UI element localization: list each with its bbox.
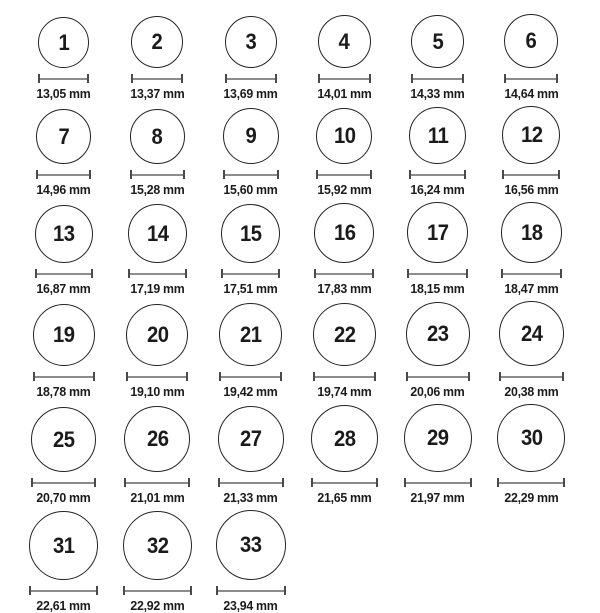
measure-bar [503, 273, 560, 275]
ring-size-item [485, 202, 579, 296]
ring-size-number: 31 [52, 532, 75, 558]
diameter-label: 20,70 mm [36, 490, 91, 505]
diameter-label: 15,60 mm [223, 182, 278, 197]
ring-circle [223, 108, 279, 164]
diameter-label: 16,87 mm [36, 281, 91, 296]
ring-circle [411, 15, 464, 68]
ring-size-number: 28 [333, 425, 356, 451]
ring-size-number: 4 [338, 28, 350, 54]
diameter-label: 22,92 mm [130, 598, 185, 613]
measure-line [219, 372, 282, 381]
measure-line [501, 269, 562, 278]
ring-size-number: 13 [52, 221, 75, 246]
measure-bar [406, 482, 470, 484]
ring-row-3 [17, 202, 600, 296]
ring-size-item [298, 108, 392, 197]
ring-row-1 [17, 14, 600, 101]
ring-circle [128, 204, 187, 263]
ring-circle [314, 203, 374, 263]
ring-size-item [111, 511, 205, 613]
measure-bar [227, 78, 275, 80]
measure-line [123, 586, 192, 595]
measure-line [407, 269, 468, 278]
diameter-label: 21,33 mm [223, 490, 278, 505]
ring-size-number: 30 [520, 425, 543, 450]
ring-size-item [485, 301, 579, 399]
measure-line [497, 478, 565, 487]
diameter-label: 22,29 mm [504, 490, 559, 505]
ring-size-item [391, 302, 485, 399]
diameter-label: 19,42 mm [223, 384, 278, 399]
ring-size-number: 9 [245, 123, 257, 148]
ring-size-item [17, 17, 111, 101]
ring-size-number: 24 [520, 320, 543, 346]
diameter-label: 13,37 mm [130, 86, 185, 101]
ring-size-item [17, 407, 111, 505]
ring-size-item [298, 405, 392, 505]
ring-size-item [485, 106, 579, 197]
ring-circle [218, 406, 284, 472]
measure-bar [31, 590, 96, 592]
ring-circle [38, 17, 89, 68]
measure-bar [225, 174, 277, 176]
measure-bar [318, 174, 370, 176]
ring-size-number: 32 [146, 532, 169, 558]
measure-bar [313, 482, 376, 484]
measure-line [216, 586, 286, 595]
measure-bar [133, 78, 181, 80]
ring-size-item [17, 511, 111, 613]
ring-size-item [111, 406, 205, 505]
measure-bar [128, 376, 186, 378]
diameter-label: 15,28 mm [130, 182, 185, 197]
ring-size-item [298, 203, 392, 296]
measure-bar [316, 273, 372, 275]
ring-circle [497, 404, 565, 472]
ring-size-number: 8 [151, 123, 163, 149]
ring-circle [225, 16, 277, 68]
ring-size-number: 7 [58, 123, 70, 149]
measure-bar [315, 376, 374, 378]
ring-size-item [111, 304, 205, 399]
ring-size-item [391, 107, 485, 197]
ring-size-number: 23 [426, 321, 449, 346]
ring-size-number: 26 [146, 426, 169, 451]
ring-size-item [298, 15, 392, 101]
diameter-label: 19,10 mm [130, 384, 185, 399]
diameter-label: 13,69 mm [223, 86, 278, 101]
ring-size-number: 12 [520, 122, 543, 147]
diameter-label: 16,24 mm [410, 182, 465, 197]
measure-bar [223, 273, 278, 275]
ring-row-2 [17, 106, 600, 197]
measure-line [128, 269, 187, 278]
diameter-label: 18,47 mm [504, 281, 559, 296]
measure-line [311, 478, 378, 487]
ring-circle [313, 303, 376, 366]
measure-bar [413, 78, 462, 80]
ring-size-item [204, 16, 298, 101]
ring-size-item [204, 406, 298, 505]
diameter-label: 14,33 mm [410, 86, 465, 101]
ring-size-number: 16 [333, 220, 356, 245]
diameter-label: 21,65 mm [317, 490, 372, 505]
ring-circle [406, 302, 470, 366]
diameter-label: 14,01 mm [317, 86, 372, 101]
measure-bar [132, 174, 183, 176]
measure-line [221, 269, 280, 278]
measure-bar [220, 482, 282, 484]
ring-size-number: 14 [146, 220, 169, 246]
measure-line [404, 478, 472, 487]
ring-size-number: 1 [58, 29, 70, 55]
ring-size-number: 18 [520, 219, 543, 245]
ring-circle [316, 108, 372, 164]
measure-line [130, 170, 185, 179]
diameter-label: 20,06 mm [410, 384, 465, 399]
measure-line [35, 269, 93, 278]
diameter-label: 17,19 mm [130, 281, 185, 296]
diameter-label: 19,74 mm [317, 384, 372, 399]
ring-size-number: 6 [525, 28, 537, 53]
ring-size-number: 22 [333, 321, 356, 347]
measure-line [31, 478, 96, 487]
ring-size-number: 21 [239, 321, 262, 347]
ring-size-item [17, 109, 111, 197]
measure-bar [35, 376, 93, 378]
diameter-label: 16,56 mm [504, 182, 559, 197]
diameter-label: 18,15 mm [410, 281, 465, 296]
measure-line [406, 372, 470, 381]
measure-bar [40, 78, 87, 80]
measure-line [218, 478, 284, 487]
measure-bar [37, 273, 91, 275]
ring-size-item [204, 303, 298, 399]
measure-bar [499, 482, 563, 484]
measure-bar [126, 482, 188, 484]
ring-circle [216, 510, 286, 580]
ring-circle [501, 202, 562, 263]
measure-line [316, 170, 372, 179]
ring-size-number: 15 [239, 220, 262, 246]
measure-bar [221, 376, 280, 378]
ring-size-item [17, 205, 111, 296]
measure-line [502, 170, 560, 179]
ring-size-item [204, 510, 298, 613]
measure-bar [320, 78, 369, 80]
diameter-label: 13,05 mm [36, 86, 91, 101]
ring-size-number: 2 [151, 29, 163, 54]
diameter-label: 23,94 mm [223, 598, 278, 613]
ring-circle [123, 511, 192, 580]
ring-size-number: 11 [427, 122, 448, 148]
diameter-label: 15,92 mm [317, 182, 372, 197]
ring-circle [404, 404, 472, 472]
measure-bar [504, 174, 558, 176]
ring-size-item [204, 204, 298, 296]
ring-circle [33, 304, 95, 366]
ring-circle [504, 14, 558, 68]
ring-size-number: 10 [333, 123, 356, 148]
measure-bar [125, 590, 190, 592]
measure-line [33, 372, 95, 381]
diameter-label: 14,96 mm [36, 182, 91, 197]
ring-circle [318, 15, 371, 68]
measure-bar [506, 78, 556, 80]
ring-circle [31, 407, 96, 472]
measure-bar [218, 590, 284, 592]
ring-circle [219, 303, 282, 366]
ring-size-number: 33 [239, 532, 262, 557]
measure-bar [38, 174, 89, 176]
ring-size-item [111, 109, 205, 197]
diameter-label: 21,01 mm [130, 490, 185, 505]
diameter-label: 17,51 mm [223, 281, 278, 296]
measure-line [314, 269, 374, 278]
measure-line [409, 170, 466, 179]
measure-line [38, 74, 89, 83]
ring-size-item [391, 15, 485, 101]
ring-size-item [298, 303, 392, 399]
ring-circle [130, 109, 185, 164]
measure-bar [409, 273, 466, 275]
measure-bar [33, 482, 94, 484]
ring-circle [221, 204, 280, 263]
ring-circle [35, 205, 93, 263]
ring-row-6 [17, 510, 600, 613]
measure-line [126, 372, 188, 381]
diameter-label: 14,64 mm [504, 86, 559, 101]
ring-row-5 [17, 404, 600, 505]
ring-circle [311, 405, 378, 472]
measure-line [225, 74, 277, 83]
ring-size-item [485, 404, 579, 505]
measure-line [318, 74, 371, 83]
ring-circle [36, 109, 91, 164]
ring-row-4 [17, 301, 600, 399]
ring-size-item [111, 204, 205, 296]
measure-line [131, 74, 183, 83]
ring-circle [126, 304, 188, 366]
measure-bar [501, 376, 562, 378]
measure-line [504, 74, 558, 83]
ring-size-number: 5 [432, 28, 444, 54]
ring-size-number: 20 [146, 322, 169, 347]
ring-size-number: 27 [239, 426, 262, 451]
measure-bar [411, 174, 464, 176]
diameter-label: 22,61 mm [36, 598, 91, 613]
measure-line [313, 372, 376, 381]
measure-line [411, 74, 464, 83]
diameter-label: 18,78 mm [36, 384, 91, 399]
diameter-label: 21,97 mm [410, 490, 465, 505]
ring-size-number: 3 [245, 29, 257, 54]
measure-bar [408, 376, 468, 378]
ring-size-item [391, 202, 485, 296]
ring-circle [502, 106, 560, 164]
measure-line [29, 586, 98, 595]
diameter-label: 17,83 mm [317, 281, 372, 296]
ring-size-number: 29 [426, 425, 449, 450]
ring-circle [29, 511, 98, 580]
diameter-label: 20,38 mm [504, 384, 559, 399]
ring-size-number: 25 [52, 426, 75, 452]
ring-size-item [391, 404, 485, 505]
ring-circle [409, 107, 466, 164]
ring-circle [124, 406, 190, 472]
measure-line [223, 170, 279, 179]
ring-size-item [111, 16, 205, 101]
ring-size-number: 19 [52, 322, 75, 347]
measure-line [36, 170, 91, 179]
measure-line [499, 372, 564, 381]
ring-size-item [17, 304, 111, 399]
ring-size-item [485, 14, 579, 101]
ring-circle [131, 16, 183, 68]
measure-line [124, 478, 190, 487]
ring-circle [407, 202, 468, 263]
measure-bar [130, 273, 185, 275]
ring-circle [499, 301, 564, 366]
ring-size-item [204, 108, 298, 197]
ring-size-number: 17 [426, 219, 449, 245]
